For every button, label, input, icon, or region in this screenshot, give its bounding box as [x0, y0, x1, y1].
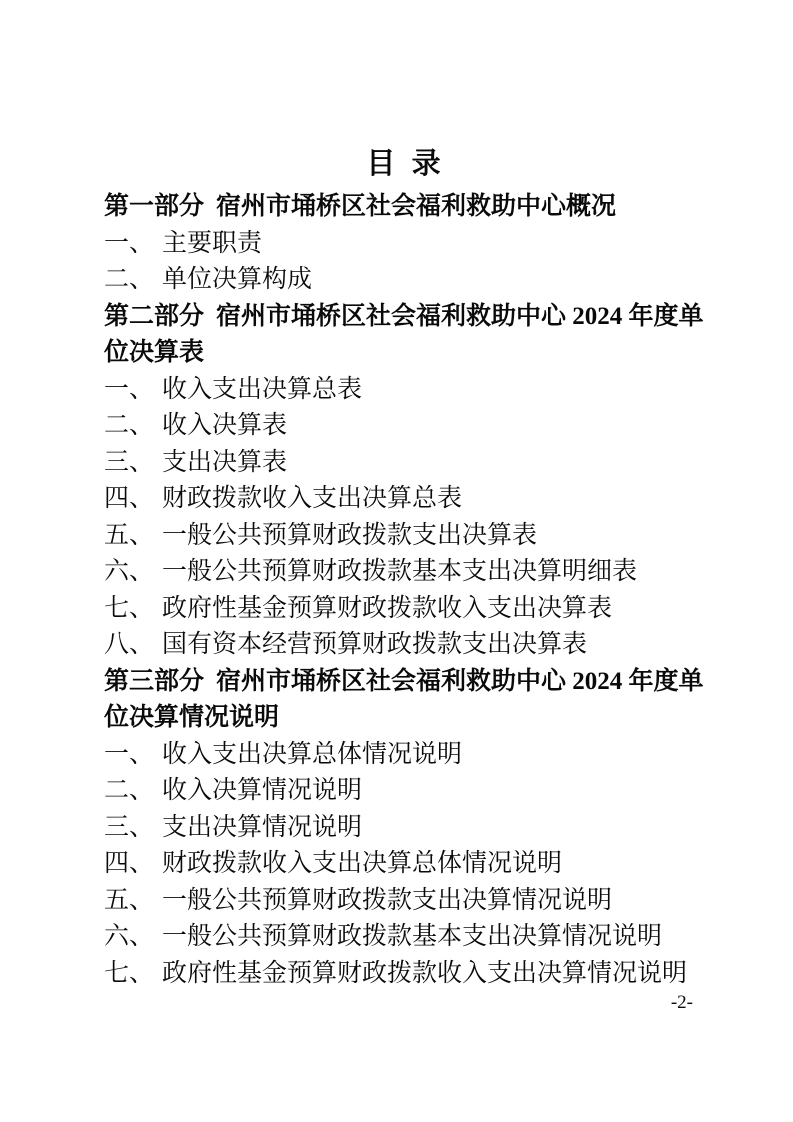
section-heading-3: [104, 664, 704, 737]
item-number: 五、: [104, 886, 155, 914]
item-label: 支出决算表: [162, 448, 288, 476]
toc-item: [104, 481, 704, 518]
item-number: 四、: [104, 485, 155, 512]
toc-item: [104, 627, 704, 664]
item-number: 三、: [104, 813, 155, 841]
item-number: 一、: [104, 229, 155, 257]
item-label: 支出决算情况说明: [162, 813, 363, 841]
toc-item: [104, 737, 704, 774]
toc-item: [104, 846, 704, 883]
item-label: 财政拨款收入支出决算总表: [162, 485, 463, 512]
item-number: 一、: [104, 375, 155, 403]
item-label: 一般公共预算财政拨款基本支出决算明细表: [162, 558, 638, 585]
item-number: 七、: [104, 959, 155, 987]
toc-item: [104, 810, 704, 847]
toc-item: [104, 883, 704, 920]
toc-item: [104, 408, 704, 445]
item-label: 收入支出决算总体情况说明: [162, 740, 463, 768]
item-label: 财政拨款收入支出决算总体情况说明: [162, 850, 563, 877]
item-label: 收入决算表: [162, 412, 288, 439]
item-label: 收入支出决算总表: [162, 375, 363, 403]
toc-item: [104, 372, 704, 409]
item-label: 一般公共预算财政拨款支出决算情况说明: [162, 886, 613, 914]
toc-item: [104, 262, 704, 299]
toc-item: [104, 956, 704, 993]
page-number: -2-: [670, 992, 693, 1013]
item-number: 六、: [104, 558, 155, 585]
section-part-label: 第一部分: [104, 193, 205, 220]
item-number: 六、: [104, 923, 155, 950]
toc-item: [104, 445, 704, 482]
toc-item: [104, 591, 704, 628]
item-number: 二、: [104, 412, 155, 439]
item-number: 二、: [104, 777, 155, 804]
item-label: 单位决算构成: [162, 266, 313, 293]
section-heading-1: [104, 189, 704, 226]
toc-content: [104, 146, 704, 992]
section-part-label: 第二部分: [104, 302, 205, 330]
section-title-text: 宿州市埇桥区社会福利救助中心 2024 年度单位决算情况说明: [104, 667, 704, 731]
toc-item: [104, 226, 704, 263]
item-number: 二、: [104, 266, 155, 293]
item-number: 三、: [104, 448, 155, 476]
toc-title: 目 录: [366, 148, 442, 180]
toc-item: [104, 773, 704, 810]
item-label: 政府性基金预算财政拨款收入支出决算表: [162, 594, 613, 622]
item-label: 一般公共预算财政拨款支出决算表: [162, 521, 538, 549]
section-title-text: 宿州市埇桥区社会福利救助中心 2024 年度单位决算表: [104, 302, 704, 366]
item-label: 政府性基金预算财政拨款收入支出决算情况说明: [162, 959, 688, 987]
section-title-text: 宿州市埇桥区社会福利救助中心概况: [216, 193, 617, 220]
item-label: 收入决算情况说明: [162, 777, 363, 804]
section-heading-2: [104, 299, 704, 372]
item-number: 七、: [104, 594, 155, 622]
item-number: 四、: [104, 850, 155, 877]
section-part-label: 第三部分: [104, 667, 205, 695]
toc-item: [104, 554, 704, 591]
item-number: 五、: [104, 521, 155, 549]
item-number: 八、: [104, 631, 155, 658]
toc-item: [104, 919, 704, 956]
item-label: 主要职责: [162, 229, 263, 257]
item-label: 国有资本经营预算财政拨款支出决算表: [162, 631, 588, 658]
toc-item: [104, 518, 704, 555]
item-number: 一、: [104, 740, 155, 768]
item-label: 一般公共预算财政拨款基本支出决算情况说明: [162, 923, 663, 950]
